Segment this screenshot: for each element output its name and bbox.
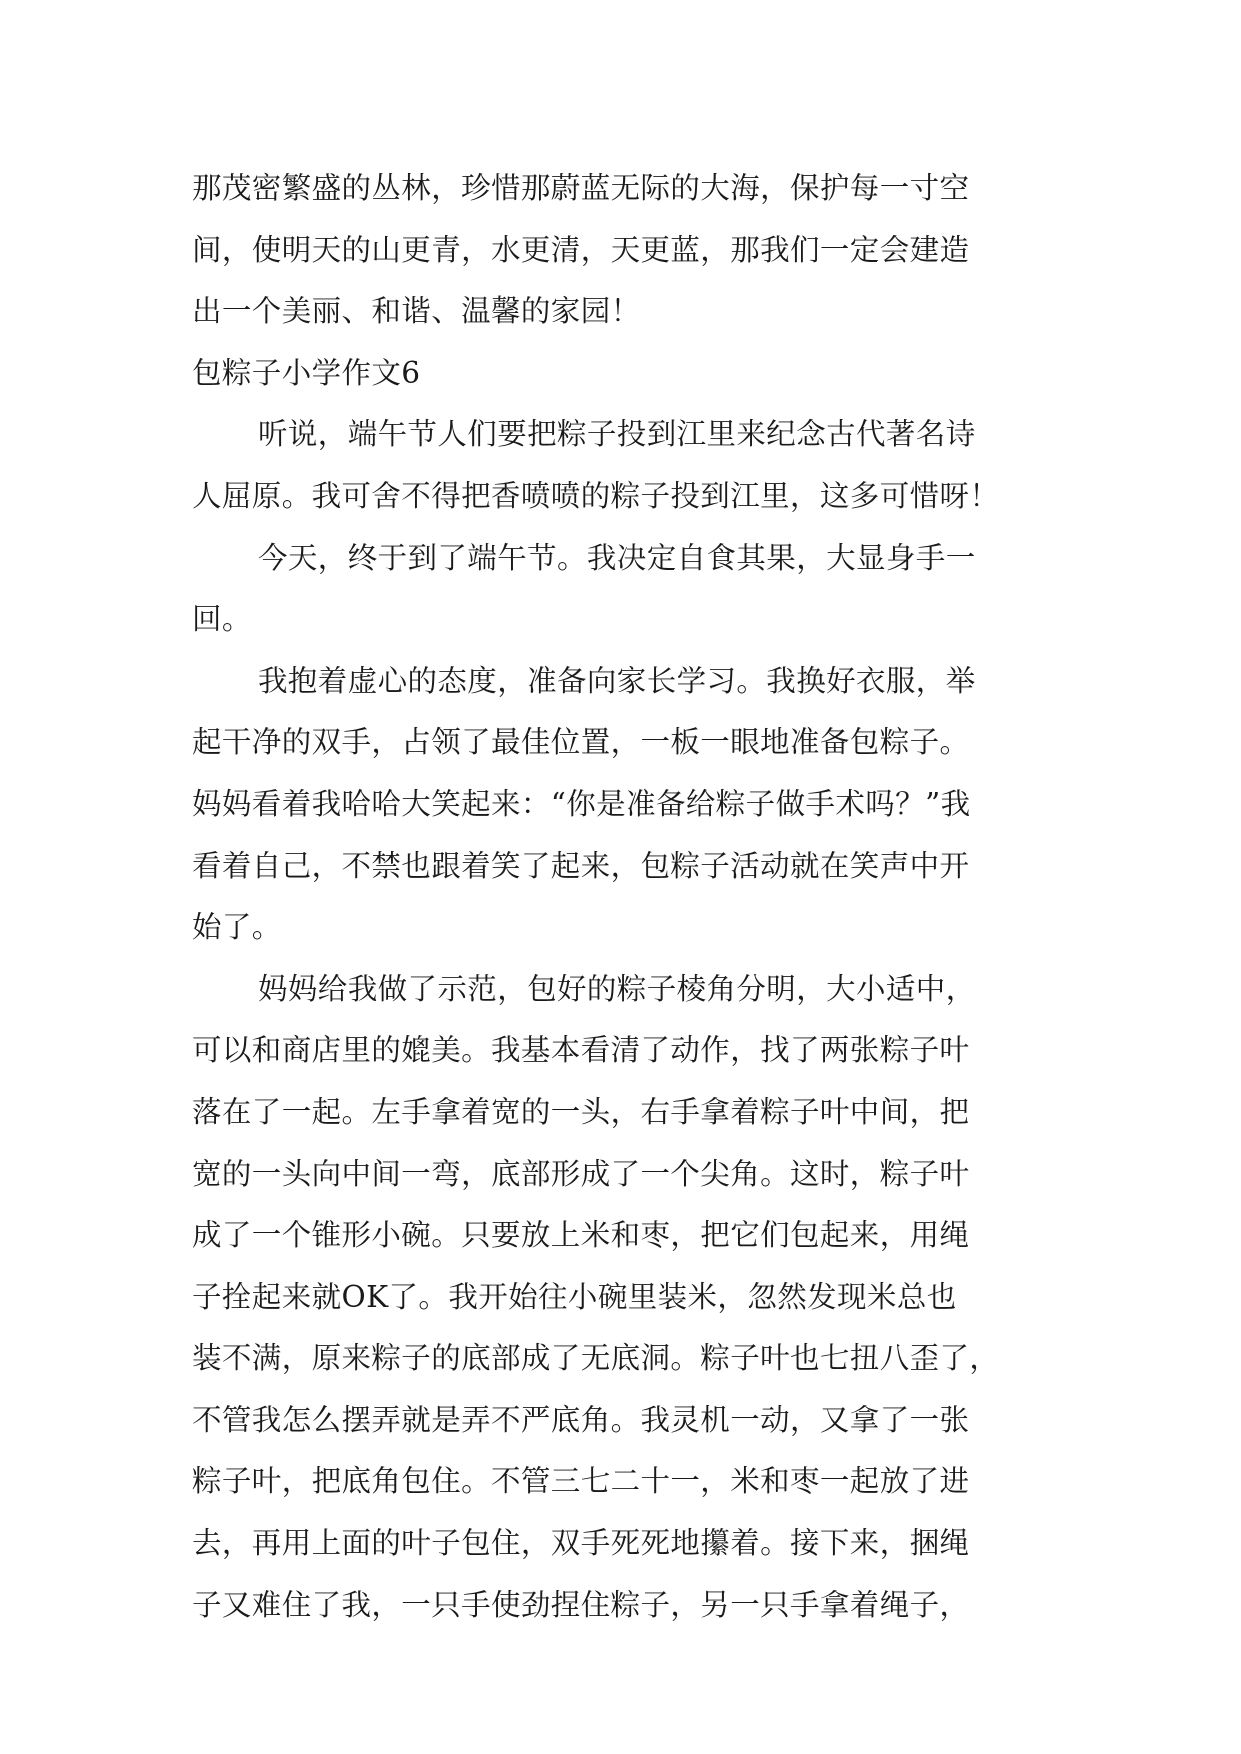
text-line: 宽的一头向中间一弯，底部形成了一个尖角。这时，粽子叶: [192, 1156, 970, 1191]
text-line: 落在了一起。左手拿着宽的一头，右手拿着粽子叶中间，把: [192, 1094, 970, 1129]
text-line: 粽子叶，把底角包住。不管三七二十一，米和枣一起放了进: [192, 1464, 970, 1499]
text-line: 间，使明天的山更青，水更清，天更蓝，那我们一定会建造: [192, 232, 970, 267]
text-line: 起干净的双手，占领了最佳位置，一板一眼地准备包粽子。: [192, 725, 970, 760]
text-line: 回。: [192, 602, 252, 637]
text-line: 听说，端午节人们要把粽子投到江里来纪念古代著名诗: [258, 417, 976, 452]
text-line: 那茂密繁盛的丛林，珍惜那蔚蓝无际的大海，保护每一寸空: [192, 171, 970, 205]
text-line: 我抱着虚心的态度，准备向家长学习。我换好衣服，举: [258, 663, 976, 698]
text-line: 妈妈给我做了示范，包好的粽子棱角分明，大小适中，: [258, 971, 976, 1006]
text-line: 子拴起来就OK了。我开始往小碗里装米，忽然发现米总也: [192, 1279, 957, 1314]
document-page: [192, 158, 1052, 1636]
text-line: 子又难住了我，一只手使劲捏住粽子，另一只手拿着绳子，: [192, 1587, 970, 1622]
text-line: 始了。: [192, 910, 282, 945]
text-line: 人屈原。我可舍不得把香喷喷的粽子投到江里，这多可惜呀！: [192, 478, 1000, 513]
text-line: 看着自己，不禁也跟着笑了起来，包粽子活动就在笑声中开: [192, 848, 970, 883]
text-line: 成了一个锥形小碗。只要放上米和枣，把它们包起来，用绳: [192, 1218, 970, 1253]
text-line: 妈妈看着我哈哈大笑起来：“你是准备给粽子做手术吗？”我: [192, 786, 971, 821]
text-line: 不管我怎么摆弄就是弄不严底角。我灵机一动，又拿了一张: [192, 1402, 970, 1437]
text-line: 可以和商店里的媲美。我基本看清了动作，找了两张粽子叶: [192, 1033, 970, 1068]
text-line: 出一个美丽、和谐、温馨的家园！: [192, 294, 641, 329]
text-line: 去，再用上面的叶子包住，双手死死地攥着。接下来，捆绳: [192, 1526, 970, 1561]
text-line: 装不满，原来粽子的底部成了无底洞。粽子叶也七扭八歪了，: [192, 1341, 1000, 1376]
text-line: 包粽子小学作文6: [192, 355, 421, 390]
text-line: 今天，终于到了端午节。我决定自食其果，大显身手一: [258, 540, 976, 575]
